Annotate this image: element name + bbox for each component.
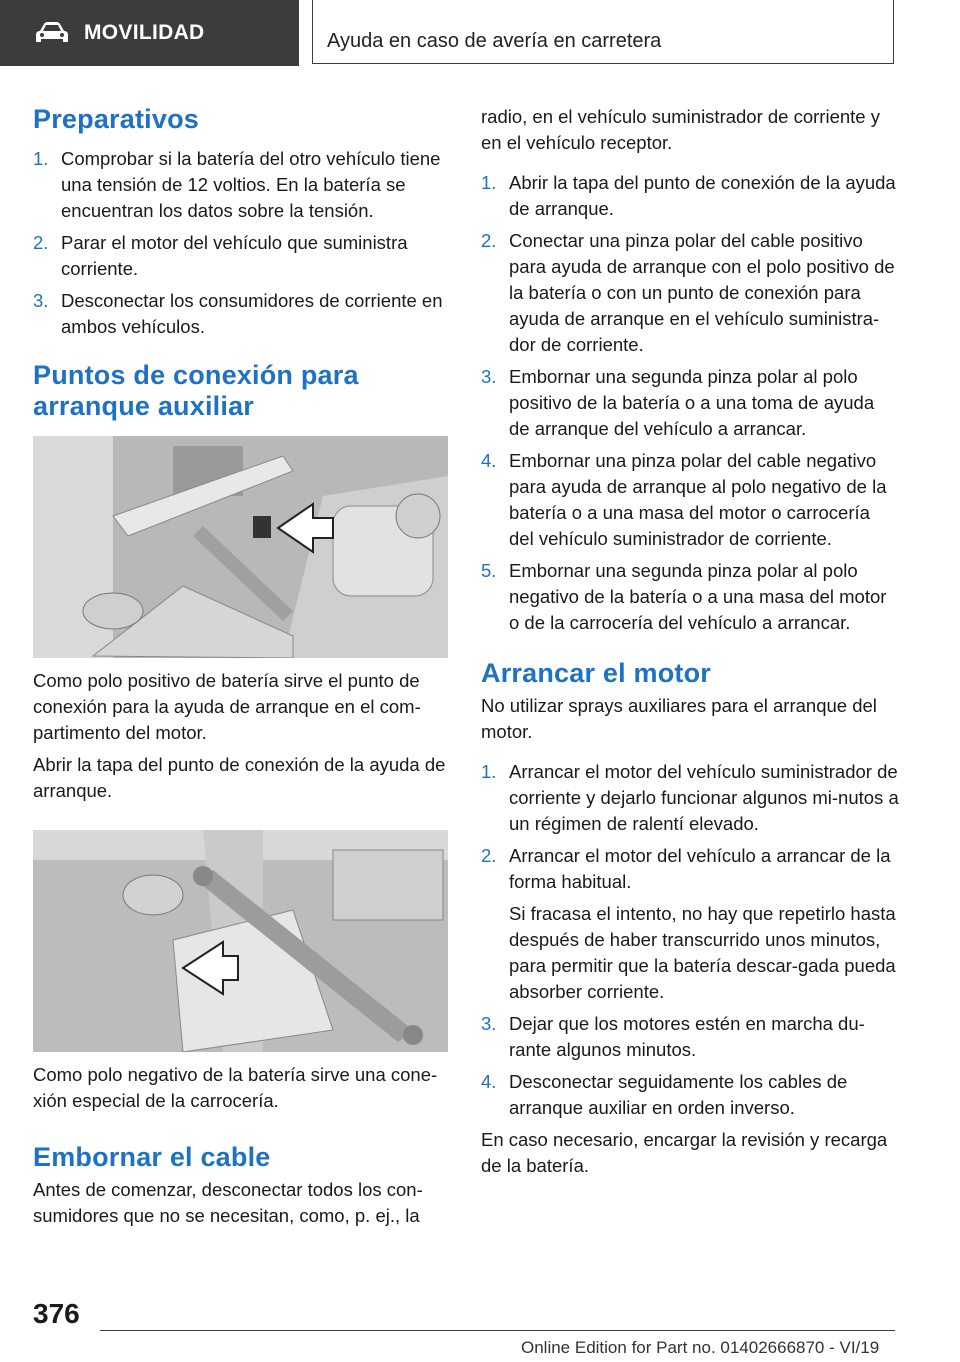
- list-item: [481, 759, 899, 837]
- chapter-tab: [312, 0, 894, 64]
- step-number: 2.: [481, 230, 497, 251]
- fig1-caption: Como polo positivo de batería sirve el punto de conexión para la ayuda de arranque en el com‐partimento del motor.: [33, 670, 421, 743]
- edition-info: Online Edition for Part no. 01402666870 - VI/19: [521, 1338, 880, 1357]
- step-text: Embornar una pinza polar del cable negativo para ayuda de arranque al polo negativo de la batería o a una masa del motor o carrocería del vehículo suministrador de corriente.: [509, 450, 887, 549]
- cable-steps-list: [481, 170, 899, 636]
- engine-bay-illustration: [33, 830, 448, 1052]
- section-tab: [0, 0, 299, 66]
- left-column: [33, 100, 448, 1229]
- step-text: Abrir la tapa del punto de conexión de la ayuda de arranque.: [509, 172, 896, 219]
- list-item: [481, 1069, 899, 1121]
- list-item: [33, 230, 448, 282]
- heading-preparativos: Preparativos: [33, 104, 199, 134]
- heading-puntos-conexion: Puntos de conexión para arranque auxiliar: [33, 360, 359, 421]
- list-item: [481, 228, 899, 358]
- step-number: 1.: [481, 172, 497, 193]
- heading-embornar-cable: Embornar el cable: [33, 1142, 271, 1172]
- cable-intro: Antes de comenzar, desconectar todos los con‐sumidores que no se necesitan, como, p. ej., la: [33, 1179, 423, 1226]
- step-number: 4.: [481, 1071, 497, 1092]
- step-text: Desconectar los consumidores de corriente en ambos vehículos.: [61, 290, 443, 337]
- step-number: 3.: [33, 290, 49, 311]
- step-text: Arrancar el motor del vehículo a arrancar de la forma habitual.: [509, 845, 891, 892]
- step-number: 1.: [481, 761, 497, 782]
- page-header: [0, 0, 960, 66]
- fig1-caption-2: Abrir la tapa del punto de conexión de la ayuda de arranque.: [33, 754, 446, 801]
- fig2-caption: Como polo negativo de la batería sirve una cone‐xión especial de la carrocería.: [33, 1064, 438, 1111]
- right-column: [481, 100, 899, 1179]
- start-steps-list: [481, 759, 899, 1121]
- list-item: [33, 288, 448, 340]
- list-item: [481, 364, 899, 442]
- step-text: Embornar una segunda pinza polar al polo negativo de la batería o a una masa del motor o de la carrocería del vehículo a arrancar.: [509, 560, 887, 633]
- step-text: Conectar una pinza polar del cable positivo para ayuda de arranque con el polo positivo de la batería o con un punto de conexión para ayuda de arranque en el vehículo suministra‐dor de corriente.: [509, 230, 895, 355]
- engine-photo-negative: [33, 830, 448, 1052]
- section-label: MOVILIDAD: [84, 21, 205, 44]
- list-item: [481, 1011, 899, 1063]
- step-number: 3.: [481, 1013, 497, 1034]
- step-text: Comprobar si la batería del otro vehículo tiene una tensión de 12 voltios. En la batería se encuentran los datos sobre la tensión.: [61, 148, 441, 221]
- step-text: Embornar una segunda pinza polar al polo positivo de la batería o a una toma de ayuda de arranque del vehículo a arrancar.: [509, 366, 875, 439]
- page-number: 376: [33, 1298, 80, 1329]
- step-number: 4.: [481, 450, 497, 471]
- list-item: [481, 843, 899, 1005]
- engine-photo-positive: [33, 436, 448, 658]
- car-icon: [34, 21, 70, 45]
- step-text: Dejar que los motores estén en marcha du‐rante algunos minutos.: [509, 1013, 865, 1060]
- step-text: Desconectar seguidamente los cables de arranque auxiliar en orden inverso.: [509, 1071, 848, 1118]
- step-number: 2.: [481, 845, 497, 866]
- step-number: 2.: [33, 232, 49, 253]
- step-text: Parar el motor del vehículo que suministra corriente.: [61, 232, 408, 279]
- step-number: 1.: [33, 148, 49, 169]
- start-intro: No utilizar sprays auxiliares para el arranque del motor.: [481, 695, 877, 742]
- cable-intro-cont: radio, en el vehículo suministrador de corriente y en el vehículo receptor.: [481, 106, 880, 153]
- list-item: [481, 558, 899, 636]
- step-text: Arrancar el motor del vehículo suministrador de corriente y dejarlo funcionar algunos mi‐nutos a un régimen de ralentí elevado.: [509, 761, 899, 834]
- step-note: Si fracasa el intento, no hay que repetirlo hasta después de haber transcurrido unos minutos, para permitir que la batería descar‐gada pueda absorber corriente.: [509, 903, 896, 1002]
- prep-steps-list: [33, 146, 448, 340]
- list-item: [481, 170, 899, 222]
- list-item: [33, 146, 448, 224]
- step-number: 5.: [481, 560, 497, 581]
- footer-divider: [100, 1330, 895, 1331]
- list-item: [481, 448, 899, 552]
- chapter-label: Ayuda en caso de avería en carretera: [327, 30, 662, 52]
- closing-note: En caso necesario, encargar la revisión y recarga de la batería.: [481, 1129, 888, 1176]
- heading-arrancar-motor: Arrancar el motor: [481, 658, 711, 688]
- engine-bay-illustration: [33, 436, 448, 658]
- step-number: 3.: [481, 366, 497, 387]
